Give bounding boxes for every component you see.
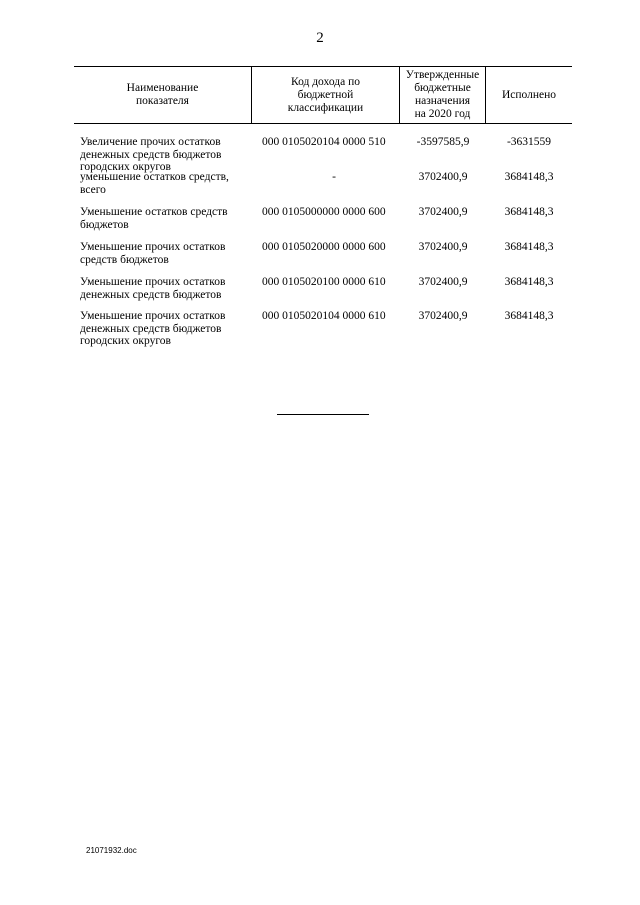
row-executed: 3684148,3	[504, 206, 554, 218]
row-code: -	[332, 171, 336, 183]
row-code: 000 0105020104 0000 510	[262, 136, 386, 148]
row-code: 000 0105020000 0000 600	[262, 241, 386, 253]
page-number: 2	[316, 30, 324, 46]
header-approved: Утвержденные бюджетные назначения на 2020 год	[400, 67, 486, 123]
table-row	[74, 136, 572, 171]
end-separator-line	[277, 414, 369, 415]
row-code: 000 0105020100 0000 610	[262, 276, 386, 288]
table-row	[74, 171, 572, 206]
table-body	[74, 136, 572, 350]
row-code: 000 0105020104 0000 610	[262, 310, 386, 322]
row-executed: 3684148,3	[504, 276, 554, 288]
row-approved: 3702400,9	[418, 206, 468, 218]
table-row	[74, 276, 572, 310]
row-name: Уменьшение прочих остатков денежных средств бюджетов	[80, 276, 226, 301]
header-executed: Исполнено	[501, 88, 557, 101]
row-name: Уменьшение прочих остатков средств бюджетов	[80, 241, 226, 266]
row-name: уменьшение остатков средств, всего	[80, 171, 229, 196]
row-approved: 3702400,9	[418, 310, 468, 322]
row-name: Уменьшение остатков средств бюджетов	[80, 206, 228, 231]
row-approved: 3702400,9	[418, 171, 468, 183]
row-executed: 3684148,3	[504, 241, 554, 253]
row-approved: 3702400,9	[418, 241, 468, 253]
budget-table	[74, 66, 572, 350]
row-executed: 3684148,3	[504, 171, 554, 183]
table-row	[74, 206, 572, 241]
table-header	[74, 66, 572, 124]
row-name: Уменьшение прочих остатков денежных средств бюджетов городских округов	[80, 310, 226, 347]
header-name: Наименование показателя	[74, 67, 252, 123]
header-code: Код дохода по бюджетной классификации	[252, 67, 400, 123]
row-code: 000 0105000000 0000 600	[262, 206, 386, 218]
row-name: Увеличение прочих остатков денежных средств бюджетов городских округов	[80, 136, 222, 173]
document-id: 21071932.doc	[86, 846, 137, 855]
row-executed: -3631559	[506, 136, 552, 148]
row-approved: 3702400,9	[418, 276, 468, 288]
row-executed: 3684148,3	[504, 310, 554, 322]
table-row	[74, 241, 572, 276]
row-approved: -3597585,9	[416, 136, 470, 148]
table-row	[74, 310, 572, 350]
